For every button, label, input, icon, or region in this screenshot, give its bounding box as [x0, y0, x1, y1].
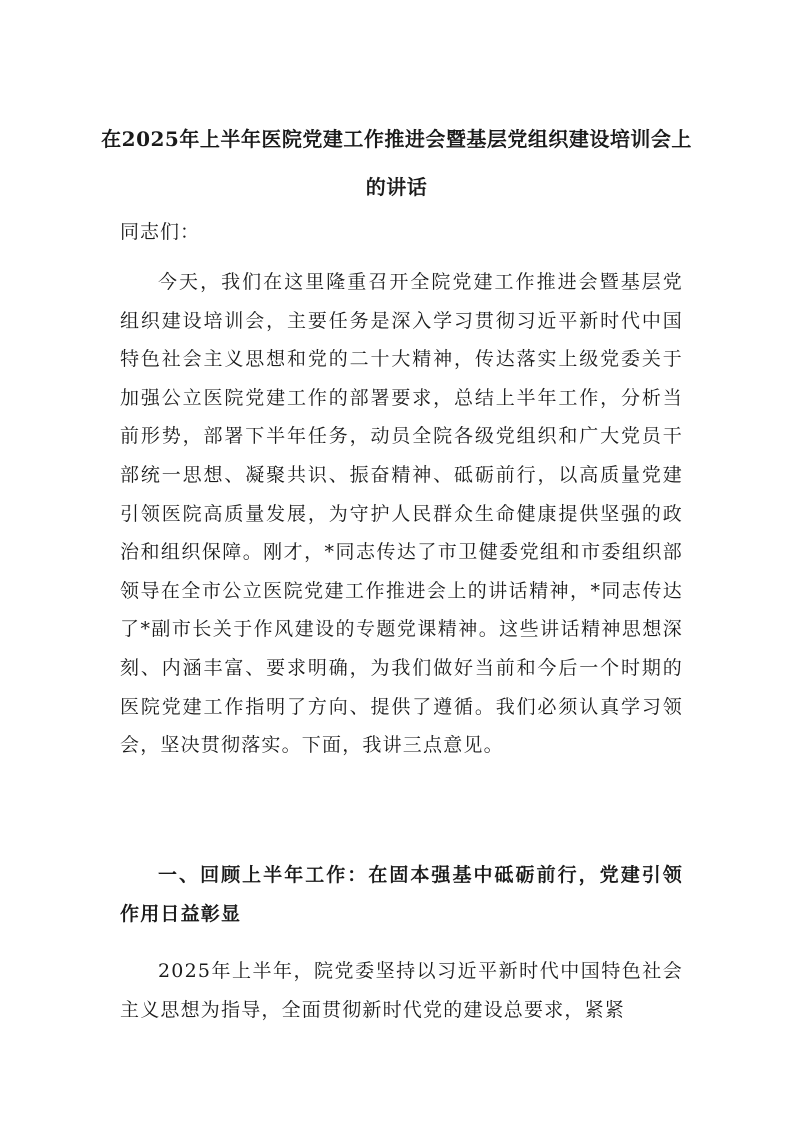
paragraph-intro: 今天，我们在这里隆重召开全院党建工作推进会暨基层党组织建设培训会，主要任务是深入学习贯彻习近平新时代中国特色社会主义思想和党的二十大精神，传达落实上级党委关于加强公立医院党建工作的部署要求，总结上半年工作，分析当前形势，部署下半年任务，动员全院各级党组织和广大党员干部统一思想、凝聚共识、振奋精神、砥砺前行，以高质量党建引领医院高质量发展，为守护人民群众生命健康提供坚强的政治和组织保障。刚才，*同志传达了市卫健委党组和市委组织部领导在全市公立医院党建工作推进会上的讲话精神，*同志传达了*副市长关于作风建设的专题党课精神。这些讲话精神思想深刻、内涵丰富、要求明确，为我们做好当前和今后一个时期的医院党建工作指明了方向、提供了遵循。我们必须认真学习领会，坚决贯彻落实。下面，我讲三点意见。: [120, 271, 683, 757]
section-heading-1: 一、回顾上半年工作：在固本强基中砥砺前行，党建引领作用日益彰显: [120, 864, 683, 925]
greeting: 同志们：: [120, 221, 201, 243]
paragraph-section-1: 2025年上半年，院党委坚持以习近平新时代中国特色社会主义思想为指导，全面贯彻新时代党的建设总要求，紧紧: [120, 960, 683, 1021]
document-title: 在2025年上半年医院党建工作推进会暨基层党组织建设培训会上的讲话: [101, 127, 692, 199]
